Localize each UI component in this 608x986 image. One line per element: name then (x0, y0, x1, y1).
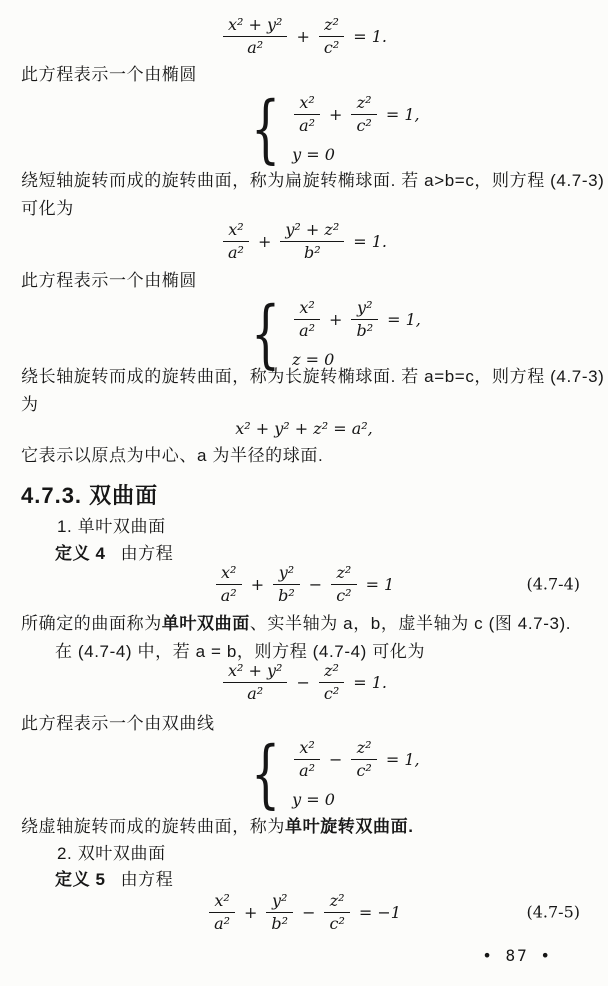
equation-number: (4.7-4) (526, 574, 580, 594)
formula-sphere: x² + y² + z² = a², (235, 419, 373, 438)
paragraph-case-a-equals-b: 在 (4.7-4) 中，若 a = b，则方程 (4.7-4) 可化为 (55, 642, 426, 661)
denominator: a² (299, 320, 316, 340)
denominator: c² (356, 760, 372, 780)
numerator: x² (223, 221, 249, 242)
equals-rhs: = −1 (358, 902, 401, 922)
section-heading-hyperboloid: 4.7.3. 双曲面 (21, 483, 159, 508)
fraction (294, 94, 320, 134)
equals-rhs: = 1. (353, 26, 387, 46)
denominator: c² (356, 115, 372, 135)
denominator: c² (329, 913, 345, 933)
numerator: x² (209, 892, 235, 913)
fraction (280, 221, 344, 261)
equals-rhs: = 1. (353, 231, 387, 251)
definition-5-text: 由方程 (120, 870, 174, 889)
paragraph-long-axis: 绕长轴旋转而成的旋转曲面，称为长旋转椭球面. 若 a=b=c，则方程 (4.7-3) (21, 367, 605, 386)
minus-operator: − (296, 672, 310, 692)
numerator: x² + y² (223, 662, 287, 683)
plus-operator: + (329, 104, 343, 124)
numerator: x² (294, 739, 320, 760)
numerator: z² (351, 739, 376, 760)
denominator: b² (303, 242, 321, 262)
system-condition: z = 0 (292, 350, 335, 370)
denominator: a² (247, 683, 264, 703)
numerator: y² (266, 892, 293, 913)
fraction (266, 892, 293, 932)
fraction (319, 662, 344, 702)
equals-rhs: = 1, (387, 309, 421, 329)
denominator: b² (271, 913, 289, 933)
numerator: z² (331, 564, 356, 585)
numerator: x² (216, 564, 242, 585)
fraction (294, 299, 320, 339)
subsection-two-sheet: 2. 双叶双曲面 (57, 844, 166, 863)
equals-rhs: = 1, (385, 104, 420, 124)
formula-prolate-spheroid (0, 221, 608, 261)
fraction (351, 739, 376, 779)
fraction (223, 662, 287, 702)
system-equation (292, 739, 420, 779)
paragraph-ellipse-intro-1: 此方程表示一个由椭圆 (21, 65, 197, 84)
equation-number: (4.7-5) (526, 902, 580, 922)
equals-rhs: = 1, (385, 749, 420, 769)
denominator: a² (247, 37, 264, 57)
paragraph-rotation-one-sheet (21, 816, 414, 839)
denominator: a² (220, 585, 237, 605)
paragraph-hyperboloid-naming (21, 613, 571, 636)
text-run: 所确定的曲面称为 (21, 614, 162, 633)
denominator: b² (278, 585, 295, 605)
numerator: y² + z² (280, 221, 344, 242)
denominator: b² (356, 320, 374, 340)
fraction (351, 94, 376, 134)
system-condition: y = 0 (292, 790, 335, 810)
fraction (223, 16, 287, 56)
fraction (351, 299, 378, 339)
numerator: y² (273, 564, 300, 585)
system-equation (292, 94, 420, 134)
definition-5-label: 定义 5 (55, 870, 106, 889)
bold-term-one-sheet: 单叶双曲面 (161, 614, 250, 633)
numerator: z² (319, 16, 344, 37)
system-brace: { (251, 291, 281, 377)
numerator: z² (324, 892, 349, 913)
plus-operator: + (250, 574, 265, 594)
numerator: x² (294, 299, 320, 320)
fraction (209, 892, 235, 932)
equals-rhs: = 1. (353, 672, 387, 692)
denominator: a² (228, 242, 244, 262)
equation-system-hyperbola (251, 731, 420, 817)
numerator: z² (319, 662, 344, 683)
equation-system-xy-ellipse (251, 291, 421, 377)
denominator: c² (336, 585, 352, 605)
system-condition: y = 0 (292, 145, 335, 165)
system-brace: { (251, 731, 281, 817)
denominator: c² (323, 683, 340, 703)
definition-4-text: 由方程 (120, 544, 174, 563)
paragraph-sphere-description: 它表示以原点为中心、a 为半径的球面. (21, 446, 324, 465)
minus-operator: − (329, 749, 343, 769)
text-run: 、实半轴为 a，b，虚半轴为 c (图 4.7-3). (249, 614, 572, 633)
plus-operator: + (296, 26, 310, 46)
denominator: a² (299, 115, 316, 135)
paragraph-hyperbola-intro: 此方程表示一个由双曲线 (21, 714, 215, 733)
bold-term-rotation-hyperboloid: 单叶旋转双曲面. (285, 817, 414, 836)
formula-oblate-spheroid (0, 16, 608, 56)
subsection-one-sheet: 1. 单叶双曲面 (57, 517, 166, 536)
definition-4-line (55, 543, 173, 566)
system-equation (292, 299, 421, 339)
equals-rhs: = 1 (365, 574, 395, 594)
denominator: a² (299, 760, 316, 780)
text-run: 绕虚轴旋转而成的旋转曲面，称为 (21, 817, 285, 836)
fraction (331, 564, 356, 604)
system-rows (292, 739, 420, 809)
denominator: c² (323, 37, 340, 57)
fraction (273, 564, 300, 604)
denominator: a² (214, 913, 231, 933)
minus-operator: − (302, 902, 316, 922)
fraction (216, 564, 242, 604)
plus-operator: + (329, 309, 343, 329)
paragraph-long-axis-cont: 为 (21, 395, 39, 414)
system-brace: { (251, 86, 281, 172)
system-rows (292, 299, 421, 369)
definition-5-line (55, 869, 173, 892)
numerator: y² (351, 299, 378, 320)
paragraph-short-axis: 绕短轴旋转而成的旋转曲面，称为扁旋转椭球面. 若 a>b=c，则方程 (4.7-3) (21, 171, 605, 190)
paragraph-ellipse-intro-2: 此方程表示一个由椭圆 (21, 271, 197, 290)
fraction (324, 892, 349, 932)
paragraph-short-axis-cont: 可化为 (21, 199, 74, 218)
definition-4-label: 定义 4 (55, 544, 106, 563)
minus-operator: − (308, 574, 323, 594)
page-number: • 87 • (482, 946, 552, 965)
plus-operator: + (257, 231, 272, 251)
numerator: x² + y² (223, 16, 287, 37)
fraction (319, 16, 344, 56)
equation-system-xz-ellipse (251, 86, 420, 172)
fraction (294, 739, 320, 779)
system-rows (292, 94, 420, 164)
numerator: x² (294, 94, 320, 115)
formula-rotation-hyperboloid (0, 662, 608, 702)
fraction (223, 221, 249, 261)
formula-two-sheet-hyperboloid (0, 892, 608, 932)
plus-operator: + (244, 902, 258, 922)
formula-one-sheet-hyperboloid (0, 564, 608, 604)
numerator: z² (351, 94, 376, 115)
